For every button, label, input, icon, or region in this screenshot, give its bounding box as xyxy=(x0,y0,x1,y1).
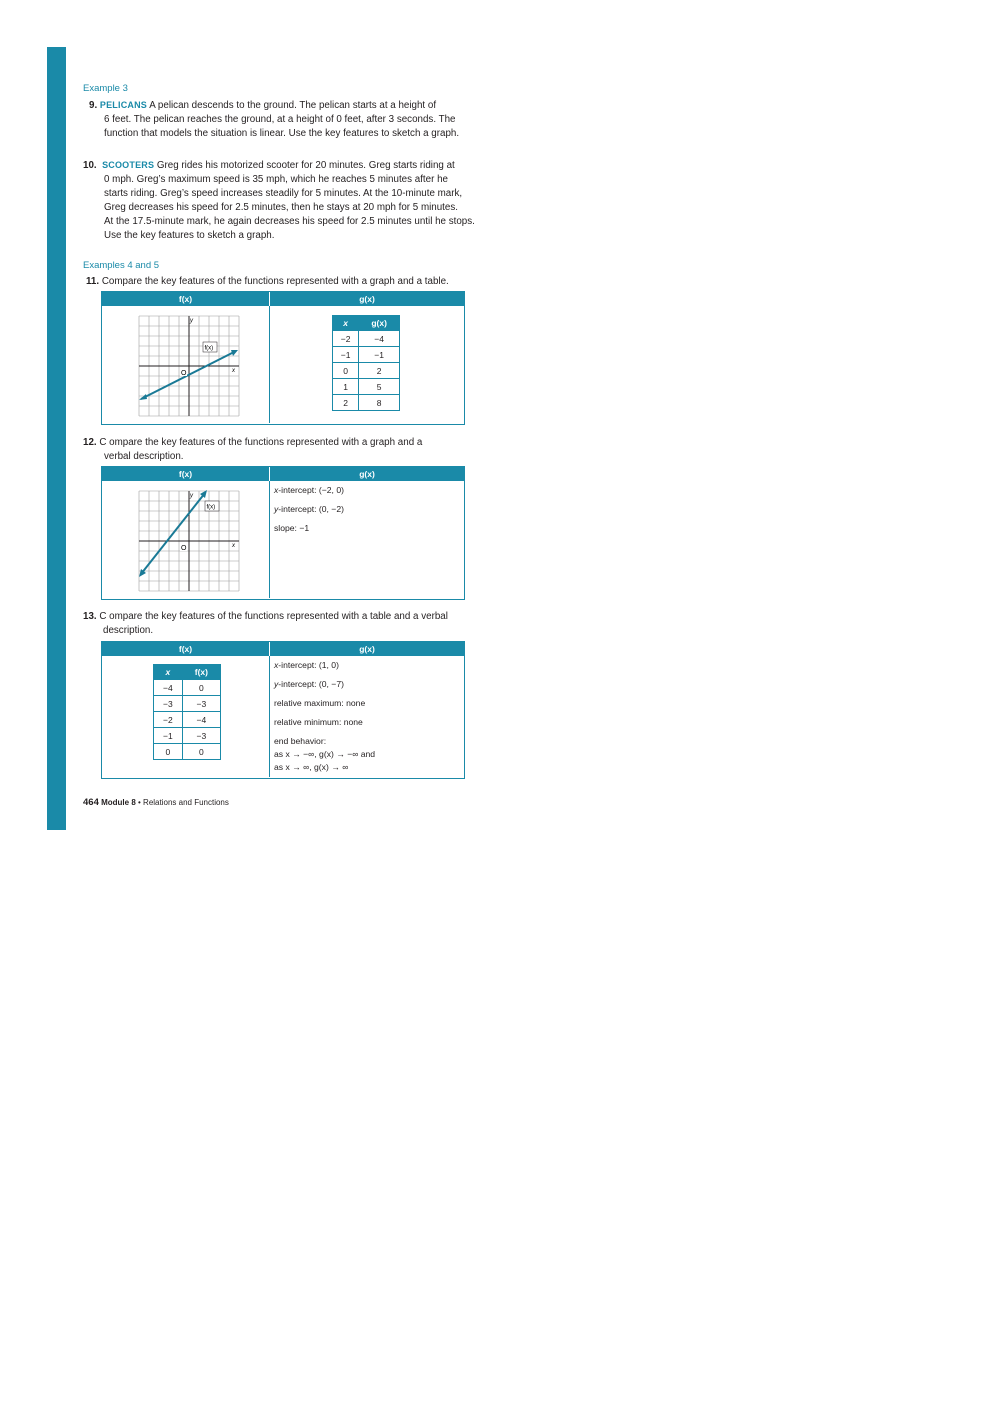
example-3-label: Example 3 xyxy=(83,83,128,94)
problem-13 xyxy=(83,610,513,638)
problem-12-fx-header: f(x) xyxy=(102,467,270,481)
f-label: f(x) xyxy=(206,504,216,511)
problem-12-number: 12. xyxy=(83,437,97,448)
table-cell: −2 xyxy=(333,331,359,347)
relative-maximum-text: relative maximum: none xyxy=(274,698,366,708)
x-intercept-text: x-intercept: (1, 0) xyxy=(274,660,339,670)
table-row xyxy=(154,712,221,728)
x-axis-label: x xyxy=(232,368,235,374)
table-cell: −3 xyxy=(182,696,220,712)
y-intercept-text: y-intercept: (0, −2) xyxy=(274,504,344,514)
end-behavior-line2: as x → ∞, g(x) → ∞ xyxy=(274,762,349,772)
f-table-x-header: x xyxy=(154,665,183,680)
slope-text: slope: −1 xyxy=(274,523,310,533)
f-table-y-header: f(x) xyxy=(182,665,220,680)
origin-label: O xyxy=(181,370,187,377)
table-cell: −3 xyxy=(154,696,183,712)
page-number: 464 xyxy=(83,797,99,808)
problem-13-line1: C ompare the key features of the functions represented with a table and a verbal xyxy=(99,611,448,622)
table-row xyxy=(333,395,400,411)
problem-10-line1: Greg rides his motorized scooter for 20 minutes. Greg starts riding at xyxy=(156,160,455,171)
problem-12-comparison xyxy=(101,466,465,600)
table-row xyxy=(154,744,221,760)
arrow-right-icon xyxy=(231,350,238,356)
module-label: Module 8 xyxy=(101,798,136,807)
problem-12-graph xyxy=(137,489,241,593)
problem-13-comparison xyxy=(101,641,465,779)
origin-label: O xyxy=(181,545,187,552)
problem-13-gx-header: g(x) xyxy=(359,644,375,654)
table-cell: −4 xyxy=(182,712,220,728)
table-cell: −1 xyxy=(333,347,359,363)
x-intercept-text: x-intercept: (−2, 0) xyxy=(274,485,344,495)
end-behavior-label: end behavior: xyxy=(274,736,327,746)
problem-10 xyxy=(83,158,523,243)
g-table-x-header: x xyxy=(333,316,359,331)
table-cell: 0 xyxy=(182,680,220,696)
problem-9 xyxy=(89,98,519,141)
table-cell: 0 xyxy=(154,744,183,760)
table-row xyxy=(333,363,400,379)
problem-10-line6: Use the key features to sketch a graph. xyxy=(104,230,275,241)
problem-13-line2: description. xyxy=(103,625,154,636)
problem-9-number: 9. xyxy=(89,100,98,111)
f-line xyxy=(141,493,205,574)
table-cell: 8 xyxy=(359,395,400,411)
table-row xyxy=(333,347,400,363)
problem-13-g-description xyxy=(274,659,375,774)
g-table-y-header: g(x) xyxy=(359,316,400,331)
y-axis-label: y xyxy=(190,493,193,499)
problem-12-g-description xyxy=(274,484,344,535)
problem-11-fx-header: f(x) xyxy=(102,292,270,306)
problem-13-f-table xyxy=(153,664,221,760)
side-color-bar xyxy=(47,47,66,830)
table-cell: −1 xyxy=(154,728,183,744)
table-row xyxy=(333,331,400,347)
problem-10-line5: At the 17.5-minute mark, he again decreases his speed for 2.5 minutes until he stops. xyxy=(104,216,475,227)
end-behavior-line1: as x → −∞, g(x) → −∞ and xyxy=(274,749,376,759)
problem-11-number: 11. xyxy=(86,276,100,287)
problem-11-gx-header: g(x) xyxy=(359,294,375,304)
problem-11-text: Compare the key features of the functions represented with a graph and a table. xyxy=(101,276,449,287)
table-cell: 1 xyxy=(333,379,359,395)
axes xyxy=(139,491,239,591)
page-footer xyxy=(83,797,229,808)
table-cell: −3 xyxy=(182,728,220,744)
table-cell: −4 xyxy=(359,331,400,347)
table-cell: 2 xyxy=(359,363,400,379)
problem-10-number: 10. xyxy=(83,160,97,171)
problem-11-comparison xyxy=(101,291,465,425)
problem-13-number: 13. xyxy=(83,611,97,622)
problem-9-line3: function that models the situation is linear. Use the key features to sketch a graph. xyxy=(104,128,460,139)
problem-12-gx-header: g(x) xyxy=(359,469,375,479)
problem-10-topic: SCOOTERS xyxy=(102,160,155,170)
problem-11-g-table xyxy=(332,315,400,411)
problem-11-graph xyxy=(137,314,241,418)
footer-separator: • xyxy=(138,798,141,807)
problem-12-line2: verbal description. xyxy=(104,451,184,462)
x-axis-label: x xyxy=(232,543,235,549)
problem-12-line1: C ompare the key features of the functions represented with a graph and a xyxy=(99,437,423,448)
examples-4-5-label: Examples 4 and 5 xyxy=(83,260,160,271)
table-cell: −4 xyxy=(154,680,183,696)
problem-13-fx-header: f(x) xyxy=(102,642,270,656)
problem-9-topic: PELICANS xyxy=(99,100,148,110)
table-cell: −2 xyxy=(154,712,183,728)
table-row xyxy=(333,379,400,395)
table-cell: −1 xyxy=(359,347,400,363)
axes xyxy=(139,316,239,416)
problem-10-line4: Greg decreases his speed for 2.5 minutes, then he stays at 20 mph for 5 minutes. xyxy=(104,202,458,213)
table-row xyxy=(154,680,221,696)
table-row xyxy=(154,696,221,712)
table-cell: 0 xyxy=(333,363,359,379)
table-cell: 5 xyxy=(359,379,400,395)
table-cell: 2 xyxy=(333,395,359,411)
problem-10-line2: 0 mph. Greg’s maximum speed is 35 mph, which he reaches 5 minutes after he xyxy=(104,174,448,185)
problem-9-line2: 6 feet. The pelican reaches the ground, at a height of 0 feet, after 3 seconds. The xyxy=(104,114,456,125)
y-axis-label: y xyxy=(190,318,193,324)
module-title: Relations and Functions xyxy=(143,798,229,807)
problem-9-line1: A pelican descends to the ground. The pelican starts at a height of xyxy=(149,100,437,111)
problem-11 xyxy=(86,275,516,289)
arrow-left-icon xyxy=(139,394,147,400)
table-cell: 0 xyxy=(182,744,220,760)
problem-10-line3: starts riding. Greg’s speed increases steadily for 5 minutes. At the 10-minute mark, xyxy=(104,188,463,199)
problem-12 xyxy=(83,436,513,464)
f-label: f(x) xyxy=(204,345,214,352)
y-intercept-text: y-intercept: (0, −7) xyxy=(274,679,344,689)
table-row xyxy=(154,728,221,744)
relative-minimum-text: relative minimum: none xyxy=(274,717,363,727)
